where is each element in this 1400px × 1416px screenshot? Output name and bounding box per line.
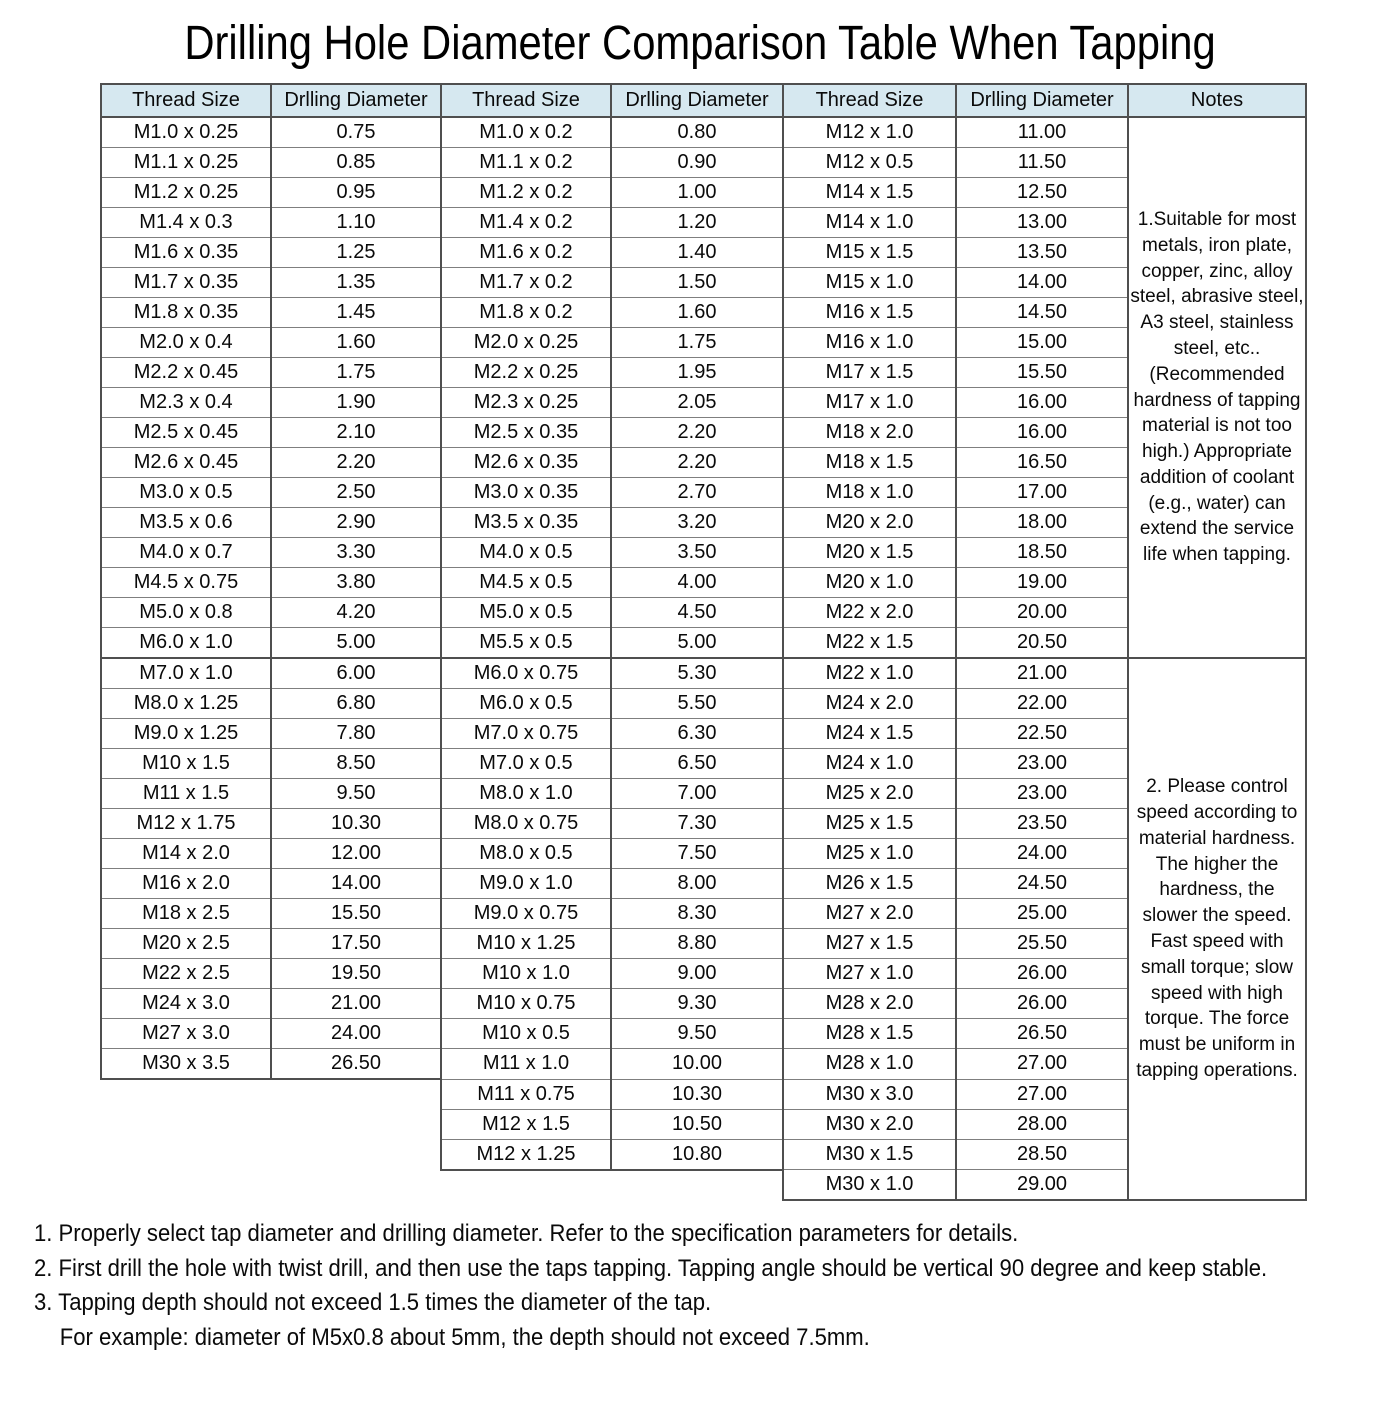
drilling-diameter-cell: 1.45 (271, 298, 441, 328)
thread-size-cell: M25 x 1.5 (783, 809, 956, 839)
column-header: Drlling Diameter (956, 84, 1128, 117)
column-header: Thread Size (101, 84, 271, 117)
thread-size-cell: M11 x 0.75 (441, 1079, 611, 1109)
thread-size-cell: M4.5 x 0.5 (441, 568, 611, 598)
drilling-diameter-cell: 2.10 (271, 418, 441, 448)
drilling-diameter-cell: 12.00 (271, 839, 441, 869)
footer-note-line: 1. Properly select tap diameter and drilling diameter. Refer to the specification parameters for details. (34, 1220, 1019, 1247)
thread-size-cell: M22 x 2.5 (101, 959, 271, 989)
thread-size-cell: M2.0 x 0.25 (441, 328, 611, 358)
drilling-diameter-cell: 18.00 (956, 508, 1128, 538)
thread-size-cell: M6.0 x 0.75 (441, 658, 611, 689)
table-row (101, 178, 1306, 208)
drilling-diameter-cell: 11.00 (956, 117, 1128, 148)
thread-size-cell: M1.4 x 0.2 (441, 208, 611, 238)
drilling-diameter-cell: 13.00 (956, 208, 1128, 238)
table-row (101, 388, 1306, 418)
drilling-diameter-cell: 27.00 (956, 1079, 1128, 1109)
thread-size-cell: M22 x 2.0 (783, 598, 956, 628)
empty-cell (271, 1109, 441, 1139)
drilling-diameter-cell: 0.85 (271, 148, 441, 178)
thread-size-cell: M27 x 1.0 (783, 959, 956, 989)
thread-size-cell: M14 x 1.0 (783, 208, 956, 238)
drilling-diameter-cell: 2.20 (611, 448, 783, 478)
drilling-diameter-cell: 10.50 (611, 1109, 783, 1139)
drilling-diameter-cell: 16.00 (956, 418, 1128, 448)
thread-size-cell: M17 x 1.5 (783, 358, 956, 388)
drilling-diameter-cell: 28.00 (956, 1109, 1128, 1139)
table-row (101, 628, 1306, 659)
thread-size-cell: M12 x 0.5 (783, 148, 956, 178)
drilling-diameter-cell: 23.00 (956, 749, 1128, 779)
table-row (101, 538, 1306, 568)
thread-size-cell: M1.2 x 0.25 (101, 178, 271, 208)
drilling-diameter-cell: 9.30 (611, 989, 783, 1019)
drilling-diameter-cell: 20.00 (956, 598, 1128, 628)
thread-size-cell: M14 x 1.5 (783, 178, 956, 208)
drilling-diameter-cell: 3.50 (611, 538, 783, 568)
thread-size-cell: M6.0 x 0.5 (441, 689, 611, 719)
thread-size-cell: M2.5 x 0.45 (101, 418, 271, 448)
thread-size-cell: M24 x 1.0 (783, 749, 956, 779)
drilling-diameter-cell: 1.00 (611, 178, 783, 208)
thread-size-cell: M20 x 1.5 (783, 538, 956, 568)
drilling-diameter-cell: 6.30 (611, 719, 783, 749)
drilling-diameter-cell: 22.00 (956, 689, 1128, 719)
thread-size-cell: M28 x 1.0 (783, 1049, 956, 1080)
drilling-diameter-cell: 12.50 (956, 178, 1128, 208)
column-header: Notes (1128, 84, 1306, 117)
notes-cell: 1.Suitable for most metals, iron plate, copper, zinc, alloy steel, abrasive steel, A3 steel, stainless steel, etc..(Recommended hardness of tapping material is not too high.) Appropriate addition of coolant (e.g., water) can extend the service life when tapping. (1128, 117, 1306, 658)
drilling-diameter-cell: 4.50 (611, 598, 783, 628)
table-row (101, 658, 1306, 689)
thread-size-cell: M10 x 1.5 (101, 749, 271, 779)
thread-size-cell: M1.6 x 0.2 (441, 238, 611, 268)
thread-size-cell: M2.3 x 0.4 (101, 388, 271, 418)
thread-size-cell: M22 x 1.0 (783, 658, 956, 689)
drilling-diameter-cell: 23.00 (956, 779, 1128, 809)
drilling-diameter-cell: 26.50 (271, 1049, 441, 1080)
thread-size-cell: M28 x 1.5 (783, 1019, 956, 1049)
table-row (101, 598, 1306, 628)
table-row (101, 268, 1306, 298)
thread-size-cell: M20 x 2.5 (101, 929, 271, 959)
drilling-diameter-cell: 2.20 (611, 418, 783, 448)
thread-size-cell: M1.8 x 0.35 (101, 298, 271, 328)
thread-size-cell: M12 x 1.5 (441, 1109, 611, 1139)
column-header: Drlling Diameter (271, 84, 441, 117)
table-header (101, 84, 1306, 117)
thread-size-cell: M10 x 1.0 (441, 959, 611, 989)
table-row (101, 358, 1306, 388)
drilling-diameter-cell: 17.50 (271, 929, 441, 959)
table-row (101, 689, 1306, 719)
table-row (101, 508, 1306, 538)
table-row (101, 478, 1306, 508)
thread-size-cell: M2.2 x 0.25 (441, 358, 611, 388)
drilling-diameter-cell: 10.30 (271, 809, 441, 839)
notes-cell: 2. Please control speed according to material hardness. The higher the hardness, the slower the speed. Fast speed with small torque; slow speed with high torque. The force must be uniform in tapping operations. (1128, 658, 1306, 1200)
table-row (101, 148, 1306, 178)
table-row (101, 1019, 1306, 1049)
table-row (101, 959, 1306, 989)
drilling-diameter-cell: 1.60 (271, 328, 441, 358)
drilling-diameter-cell: 15.50 (956, 358, 1128, 388)
table-row (101, 929, 1306, 959)
thread-size-cell: M12 x 1.75 (101, 809, 271, 839)
table-row (101, 899, 1306, 929)
drilling-diameter-cell: 24.00 (271, 1019, 441, 1049)
table-row (101, 1139, 1306, 1170)
drilling-diameter-cell: 19.50 (271, 959, 441, 989)
thread-size-cell: M8.0 x 0.5 (441, 839, 611, 869)
thread-size-cell: M3.0 x 0.5 (101, 478, 271, 508)
drilling-diameter-cell: 18.50 (956, 538, 1128, 568)
drilling-diameter-cell: 2.90 (271, 508, 441, 538)
drilling-diameter-cell: 10.30 (611, 1079, 783, 1109)
thread-size-cell: M20 x 1.0 (783, 568, 956, 598)
empty-cell (101, 1139, 271, 1170)
thread-size-cell: M1.0 x 0.25 (101, 117, 271, 148)
drilling-diameter-cell: 3.30 (271, 538, 441, 568)
drilling-diameter-cell: 25.50 (956, 929, 1128, 959)
tapping-comparison-table (100, 83, 1307, 1201)
thread-size-cell: M9.0 x 0.75 (441, 899, 611, 929)
thread-size-cell: M30 x 3.5 (101, 1049, 271, 1080)
table-row (101, 869, 1306, 899)
thread-size-cell: M15 x 1.0 (783, 268, 956, 298)
thread-size-cell: M25 x 1.0 (783, 839, 956, 869)
drilling-diameter-cell: 16.50 (956, 448, 1128, 478)
drilling-diameter-cell: 0.80 (611, 117, 783, 148)
thread-size-cell: M15 x 1.5 (783, 238, 956, 268)
thread-size-cell: M18 x 1.0 (783, 478, 956, 508)
drilling-diameter-cell: 1.95 (611, 358, 783, 388)
table-row (101, 208, 1306, 238)
drilling-diameter-cell: 10.00 (611, 1049, 783, 1080)
thread-size-cell: M8.0 x 1.0 (441, 779, 611, 809)
thread-size-cell: M1.6 x 0.35 (101, 238, 271, 268)
thread-size-cell: M7.0 x 0.5 (441, 749, 611, 779)
thread-size-cell: M30 x 1.0 (783, 1170, 956, 1201)
thread-size-cell: M5.0 x 0.5 (441, 598, 611, 628)
thread-size-cell: M27 x 3.0 (101, 1019, 271, 1049)
thread-size-cell: M24 x 2.0 (783, 689, 956, 719)
drilling-diameter-cell: 15.50 (271, 899, 441, 929)
thread-size-cell: M17 x 1.0 (783, 388, 956, 418)
thread-size-cell: M4.0 x 0.7 (101, 538, 271, 568)
page-title: Drilling Hole Diameter Comparison Table When Tapping (184, 17, 1216, 70)
thread-size-cell: M10 x 1.25 (441, 929, 611, 959)
drilling-diameter-cell: 0.75 (271, 117, 441, 148)
drilling-diameter-cell: 21.00 (271, 989, 441, 1019)
drilling-diameter-cell: 1.20 (611, 208, 783, 238)
thread-size-cell: M5.0 x 0.8 (101, 598, 271, 628)
drilling-diameter-cell: 25.00 (956, 899, 1128, 929)
thread-size-cell: M18 x 2.0 (783, 418, 956, 448)
thread-size-cell: M26 x 1.5 (783, 869, 956, 899)
drilling-diameter-cell: 28.50 (956, 1139, 1128, 1170)
thread-size-cell: M12 x 1.0 (783, 117, 956, 148)
drilling-diameter-cell: 16.00 (956, 388, 1128, 418)
drilling-diameter-cell: 26.50 (956, 1019, 1128, 1049)
drilling-diameter-cell: 21.00 (956, 658, 1128, 689)
drilling-diameter-cell: 7.00 (611, 779, 783, 809)
thread-size-cell: M24 x 3.0 (101, 989, 271, 1019)
table-body (101, 117, 1306, 1200)
table-row (101, 749, 1306, 779)
thread-size-cell: M1.0 x 0.2 (441, 117, 611, 148)
table-row (101, 1109, 1306, 1139)
table-row (101, 238, 1306, 268)
drilling-diameter-cell: 1.60 (611, 298, 783, 328)
drilling-diameter-cell: 10.80 (611, 1139, 783, 1170)
drilling-diameter-cell: 5.00 (271, 628, 441, 659)
drilling-diameter-cell: 14.00 (956, 268, 1128, 298)
thread-size-cell: M16 x 2.0 (101, 869, 271, 899)
drilling-diameter-cell: 14.50 (956, 298, 1128, 328)
drilling-diameter-cell: 29.00 (956, 1170, 1128, 1201)
drilling-diameter-cell: 9.50 (271, 779, 441, 809)
drilling-diameter-cell: 26.00 (956, 989, 1128, 1019)
drilling-diameter-cell: 11.50 (956, 148, 1128, 178)
table-row (101, 989, 1306, 1019)
thread-size-cell: M1.2 x 0.2 (441, 178, 611, 208)
thread-size-cell: M3.5 x 0.6 (101, 508, 271, 538)
drilling-diameter-cell: 8.50 (271, 749, 441, 779)
thread-size-cell: M30 x 3.0 (783, 1079, 956, 1109)
drilling-diameter-cell: 20.50 (956, 628, 1128, 659)
table-row (101, 117, 1306, 148)
table-row (101, 448, 1306, 478)
drilling-diameter-cell: 8.30 (611, 899, 783, 929)
thread-size-cell: M2.2 x 0.45 (101, 358, 271, 388)
thread-size-cell: M30 x 1.5 (783, 1139, 956, 1170)
thread-size-cell: M28 x 2.0 (783, 989, 956, 1019)
table-row (101, 779, 1306, 809)
footer-note-line: For example: diameter of M5x0.8 about 5mm, the depth should not exceed 7.5mm. (59, 1323, 870, 1351)
drilling-diameter-cell: 13.50 (956, 238, 1128, 268)
thread-size-cell: M11 x 1.5 (101, 779, 271, 809)
empty-cell (101, 1109, 271, 1139)
drilling-diameter-cell: 7.50 (611, 839, 783, 869)
thread-size-cell: M3.0 x 0.35 (441, 478, 611, 508)
table-row (101, 1170, 1306, 1201)
thread-size-cell: M14 x 2.0 (101, 839, 271, 869)
thread-size-cell: M8.0 x 1.25 (101, 689, 271, 719)
thread-size-cell: M7.0 x 0.75 (441, 719, 611, 749)
thread-size-cell: M18 x 1.5 (783, 448, 956, 478)
thread-size-cell: M18 x 2.5 (101, 899, 271, 929)
footer-notes (34, 1217, 1400, 1355)
table-header-row (101, 84, 1306, 117)
thread-size-cell: M11 x 1.0 (441, 1049, 611, 1080)
drilling-diameter-cell: 3.20 (611, 508, 783, 538)
thread-size-cell: M27 x 2.0 (783, 899, 956, 929)
thread-size-cell: M2.5 x 0.35 (441, 418, 611, 448)
thread-size-cell: M9.0 x 1.25 (101, 719, 271, 749)
drilling-diameter-cell: 8.80 (611, 929, 783, 959)
thread-size-cell: M25 x 2.0 (783, 779, 956, 809)
drilling-diameter-cell: 7.30 (611, 809, 783, 839)
empty-cell (271, 1139, 441, 1170)
thread-size-cell: M1.8 x 0.2 (441, 298, 611, 328)
thread-size-cell: M1.7 x 0.2 (441, 268, 611, 298)
drilling-diameter-cell: 5.30 (611, 658, 783, 689)
drilling-diameter-cell: 4.00 (611, 568, 783, 598)
thread-size-cell: M2.3 x 0.25 (441, 388, 611, 418)
table-row (101, 839, 1306, 869)
empty-cell (271, 1170, 441, 1201)
empty-cell (101, 1170, 271, 1201)
drilling-diameter-cell: 3.80 (271, 568, 441, 598)
thread-size-cell: M16 x 1.0 (783, 328, 956, 358)
drilling-diameter-cell: 1.40 (611, 238, 783, 268)
thread-size-cell: M3.5 x 0.35 (441, 508, 611, 538)
drilling-diameter-cell: 24.50 (956, 869, 1128, 899)
thread-size-cell: M7.0 x 1.0 (101, 658, 271, 689)
drilling-diameter-cell: 15.00 (956, 328, 1128, 358)
drilling-diameter-cell: 1.50 (611, 268, 783, 298)
column-header: Drlling Diameter (611, 84, 783, 117)
drilling-diameter-cell: 2.70 (611, 478, 783, 508)
thread-size-cell: M27 x 1.5 (783, 929, 956, 959)
drilling-diameter-cell: 6.00 (271, 658, 441, 689)
page (0, 16, 1400, 1355)
thread-size-cell: M1.4 x 0.3 (101, 208, 271, 238)
thread-size-cell: M12 x 1.25 (441, 1139, 611, 1170)
table-row (101, 328, 1306, 358)
drilling-diameter-cell: 2.20 (271, 448, 441, 478)
table-row (101, 568, 1306, 598)
table-row (101, 1049, 1306, 1080)
drilling-diameter-cell: 4.20 (271, 598, 441, 628)
drilling-diameter-cell: 14.00 (271, 869, 441, 899)
thread-size-cell: M8.0 x 0.75 (441, 809, 611, 839)
thread-size-cell: M10 x 0.5 (441, 1019, 611, 1049)
drilling-diameter-cell: 17.00 (956, 478, 1128, 508)
table-row (101, 809, 1306, 839)
drilling-diameter-cell: 9.00 (611, 959, 783, 989)
column-header: Thread Size (783, 84, 956, 117)
thread-size-cell: M22 x 1.5 (783, 628, 956, 659)
thread-size-cell: M30 x 2.0 (783, 1109, 956, 1139)
thread-size-cell: M5.5 x 0.5 (441, 628, 611, 659)
drilling-diameter-cell: 8.00 (611, 869, 783, 899)
empty-cell (611, 1170, 783, 1201)
thread-size-cell: M4.0 x 0.5 (441, 538, 611, 568)
drilling-diameter-cell: 6.80 (271, 689, 441, 719)
table-row (101, 298, 1306, 328)
drilling-diameter-cell: 1.90 (271, 388, 441, 418)
thread-size-cell: M2.0 x 0.4 (101, 328, 271, 358)
thread-size-cell: M20 x 2.0 (783, 508, 956, 538)
drilling-diameter-cell: 1.75 (611, 328, 783, 358)
drilling-diameter-cell: 5.50 (611, 689, 783, 719)
thread-size-cell: M2.6 x 0.35 (441, 448, 611, 478)
thread-size-cell: M16 x 1.5 (783, 298, 956, 328)
drilling-diameter-cell: 6.50 (611, 749, 783, 779)
footer-note-line: 3. Tapping depth should not exceed 1.5 times the diameter of the tap. (34, 1289, 712, 1316)
drilling-diameter-cell: 0.95 (271, 178, 441, 208)
footer-note-line: 2. First drill the hole with twist drill, and then use the taps tapping. Tapping angle should be vertical 90 degree and keep stable. (34, 1254, 1268, 1282)
thread-size-cell: M1.1 x 0.25 (101, 148, 271, 178)
drilling-diameter-cell: 5.00 (611, 628, 783, 659)
drilling-diameter-cell: 0.90 (611, 148, 783, 178)
empty-cell (441, 1170, 611, 1201)
empty-cell (271, 1079, 441, 1109)
table-row (101, 1079, 1306, 1109)
drilling-diameter-cell: 27.00 (956, 1049, 1128, 1080)
thread-size-cell: M9.0 x 1.0 (441, 869, 611, 899)
table-row (101, 719, 1306, 749)
thread-size-cell: M1.7 x 0.35 (101, 268, 271, 298)
drilling-diameter-cell: 1.35 (271, 268, 441, 298)
drilling-diameter-cell: 22.50 (956, 719, 1128, 749)
drilling-diameter-cell: 1.10 (271, 208, 441, 238)
drilling-diameter-cell: 7.80 (271, 719, 441, 749)
thread-size-cell: M4.5 x 0.75 (101, 568, 271, 598)
table-row (101, 418, 1306, 448)
drilling-diameter-cell: 24.00 (956, 839, 1128, 869)
thread-size-cell: M10 x 0.75 (441, 989, 611, 1019)
drilling-diameter-cell: 1.75 (271, 358, 441, 388)
drilling-diameter-cell: 23.50 (956, 809, 1128, 839)
column-header: Thread Size (441, 84, 611, 117)
empty-cell (101, 1079, 271, 1109)
drilling-diameter-cell: 2.50 (271, 478, 441, 508)
thread-size-cell: M24 x 1.5 (783, 719, 956, 749)
drilling-diameter-cell: 26.00 (956, 959, 1128, 989)
thread-size-cell: M6.0 x 1.0 (101, 628, 271, 659)
drilling-diameter-cell: 19.00 (956, 568, 1128, 598)
drilling-diameter-cell: 1.25 (271, 238, 441, 268)
drilling-diameter-cell: 2.05 (611, 388, 783, 418)
thread-size-cell: M1.1 x 0.2 (441, 148, 611, 178)
drilling-diameter-cell: 9.50 (611, 1019, 783, 1049)
thread-size-cell: M2.6 x 0.45 (101, 448, 271, 478)
